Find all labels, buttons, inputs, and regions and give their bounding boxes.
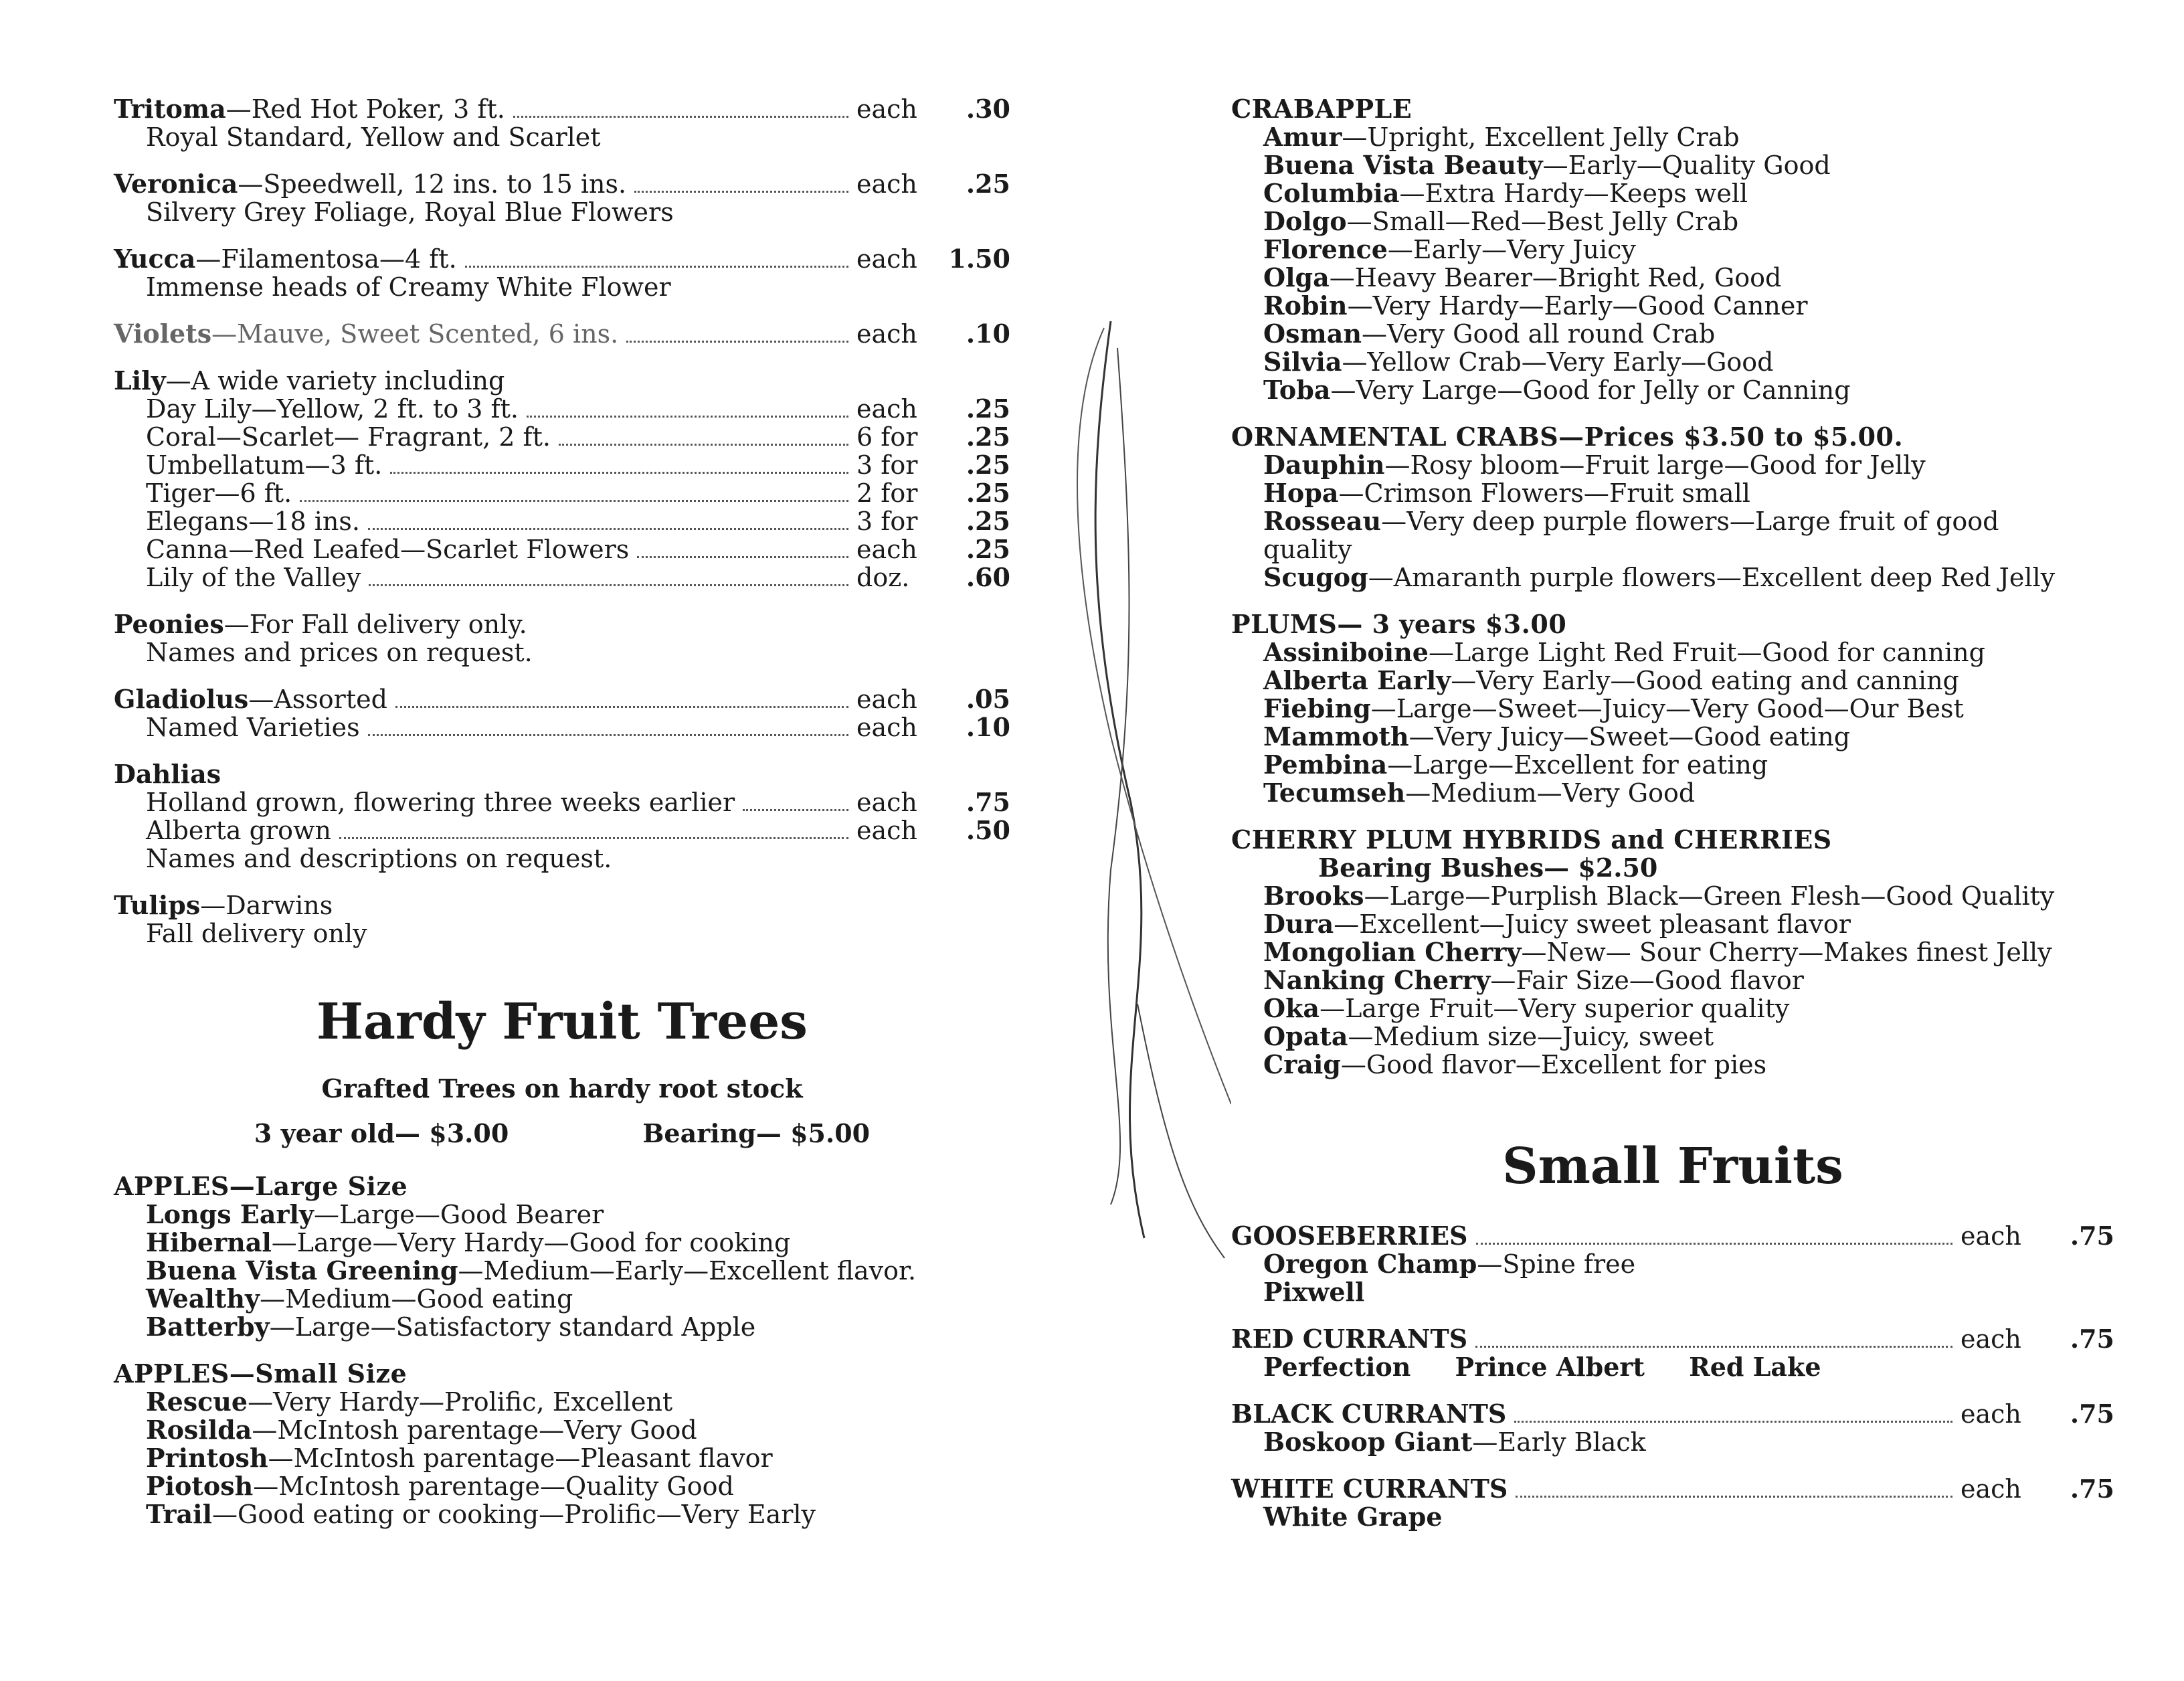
plums-group	[1231, 610, 2114, 807]
item-desc: —Large—Excellent for eating	[1387, 750, 1768, 780]
list-item	[114, 1472, 1010, 1500]
price-three-year: 3 year old— $3.00	[254, 1118, 509, 1148]
item-desc: Coral—Scarlet— Fragrant, 2 ft.	[146, 422, 551, 452]
item-desc: —Darwins	[200, 891, 333, 920]
peonies-group	[114, 610, 1010, 667]
list-item	[114, 479, 1010, 507]
item-note: Names and prices on request.	[146, 638, 533, 667]
item-name: Lily	[114, 365, 166, 395]
item-unit: each	[856, 535, 917, 564]
item-name: Olga	[1263, 262, 1330, 292]
leader-dots	[1514, 1421, 1952, 1423]
item-desc: —A wide variety including	[165, 366, 505, 395]
group-heading: CRABAPPLE	[1231, 94, 1413, 124]
item-price: .25	[966, 478, 1010, 508]
item-unit: each	[1961, 1399, 2021, 1429]
item-price: .25	[966, 393, 1010, 424]
item-desc: —Large—Good Bearer	[314, 1200, 604, 1229]
item-desc: —Large Light Red Fruit—Good for canning	[1428, 638, 1985, 667]
item-name: Gladiolus	[114, 684, 249, 714]
item-name: Opata	[1263, 1021, 1348, 1051]
item-desc: —Red Hot Poker, 3 ft.	[225, 94, 505, 124]
item-price: .25	[966, 422, 1010, 452]
item-unit: each	[856, 788, 917, 817]
item-name: Veronica	[114, 169, 238, 199]
item-desc: —Extra Hardy—Keeps well	[1399, 179, 1748, 208]
item-desc: —Large—Purplish Black—Green Flesh—Good Quality	[1364, 881, 2055, 911]
list-item	[1231, 179, 2114, 207]
item-desc: —Heavy Bearer—Bright Red, Good	[1329, 263, 1782, 292]
item-unit: doz.	[856, 563, 910, 592]
list-item	[114, 1444, 1010, 1472]
item-name: Buena Vista Greening	[146, 1255, 458, 1286]
list-item	[1231, 479, 2114, 507]
leader-dots	[513, 116, 848, 118]
item-desc: —Very Juicy—Sweet—Good eating	[1408, 722, 1851, 751]
leader-dots	[339, 837, 848, 839]
black-currants-group	[1231, 1400, 2114, 1456]
item-unit: each	[856, 394, 917, 424]
group-heading: RED CURRANTS	[1231, 1324, 1468, 1354]
item-unit: each	[1961, 1324, 2021, 1354]
group-subheading: Bearing Bushes— $2.50	[1318, 853, 1658, 883]
list-item	[114, 788, 1010, 816]
variety-line: Perfection Prince Albert Red Lake	[1263, 1352, 1821, 1382]
item-desc: —Large Fruit—Very superior quality	[1320, 994, 1790, 1023]
list-item	[1231, 638, 2114, 667]
item-desc: Lily of the Valley	[146, 563, 361, 592]
item-name: Dahlias	[114, 759, 221, 789]
gooseberries-group	[1231, 1222, 2114, 1306]
item-name: Scugog	[1263, 562, 1368, 592]
item-name: Florence	[1263, 234, 1388, 264]
list-item	[1231, 292, 2114, 320]
item-desc: —McIntosh parentage—Very Good	[252, 1415, 697, 1445]
item-note: Immense heads of Creamy White Flower	[146, 272, 671, 302]
list-item	[114, 1201, 1010, 1229]
item-desc: —Very Hardy—Early—Good Canner	[1347, 291, 1808, 321]
item-name: Boskoop Giant	[1263, 1427, 1473, 1457]
white-currants-group	[1231, 1475, 2114, 1531]
item-unit: each	[856, 244, 917, 274]
list-item	[1231, 695, 2114, 723]
item-desc: —Amaranth purple flowers—Excellent deep Red Jelly	[1368, 563, 2056, 592]
list-item	[1231, 667, 2114, 695]
list-item	[114, 170, 1010, 226]
list-item	[114, 245, 1010, 301]
list-item	[1231, 938, 2114, 966]
item-name: Peonies	[114, 609, 224, 639]
item-desc: —Very Good all round Crab	[1361, 319, 1716, 349]
list-item	[114, 1388, 1010, 1416]
item-desc: Elegans—18 ins.	[146, 507, 360, 536]
item-desc: —Upright, Excellent Jelly Crab	[1342, 122, 1740, 152]
item-desc: —Early—Quality Good	[1542, 151, 1831, 180]
lily-group	[114, 367, 1010, 592]
group-heading: APPLES—Large Size	[114, 1171, 408, 1201]
item-name: Amur	[1263, 122, 1342, 152]
thread-line	[1095, 321, 1144, 1238]
item-name: Columbia	[1263, 178, 1400, 208]
item-name: Nanking Cherry	[1263, 965, 1491, 995]
section-subtitle: Grafted Trees on hardy root stock	[321, 1073, 803, 1103]
list-item	[1231, 207, 2114, 236]
section-title: Small Fruits	[1502, 1138, 1843, 1195]
item-desc: —Rosy bloom—Fruit large—Good for Jelly	[1384, 450, 1926, 480]
item-name: Trail	[146, 1499, 213, 1529]
list-item	[114, 1229, 1010, 1257]
list-item	[1231, 348, 2114, 376]
apples-small-group	[114, 1360, 1010, 1528]
leader-dots	[368, 734, 848, 736]
leader-dots	[559, 444, 848, 446]
item-unit: 2 for	[856, 478, 918, 508]
list-item	[1231, 123, 2114, 151]
item-price: .25	[966, 450, 1010, 480]
item-name: White Grape	[1263, 1502, 1443, 1532]
item-name: Piotosh	[146, 1471, 254, 1501]
item-price: .75	[966, 787, 1010, 817]
item-unit: 6 for	[856, 422, 918, 452]
item-name: Pembina	[1263, 749, 1388, 780]
item-desc: —Very Large—Good for Jelly or Canning	[1330, 375, 1851, 405]
list-item	[1231, 451, 2114, 479]
item-price: .10	[966, 319, 1010, 349]
dahlias-group	[114, 760, 1010, 873]
list-item	[114, 451, 1010, 479]
item-price: .30	[966, 94, 1010, 124]
group-heading: ORNAMENTAL CRABS—Prices $3.50 to $5.00.	[1231, 422, 1904, 452]
leader-dots	[395, 706, 848, 708]
gladiolus-group	[114, 685, 1010, 741]
item-price: .75	[2070, 1221, 2114, 1251]
right-page	[1231, 0, 2114, 1681]
item-price: .25	[966, 534, 1010, 564]
item-desc: —For Fall delivery only.	[223, 610, 527, 639]
item-desc: —New— Sour Cherry—Makes finest Jelly	[1521, 938, 2052, 967]
item-name: Wealthy	[146, 1284, 260, 1314]
item-desc: —Very Early—Good eating and canning	[1451, 666, 1959, 695]
tulips-group	[114, 891, 1010, 948]
item-price: 1.50	[948, 244, 1010, 274]
list-item	[114, 507, 1010, 535]
item-desc: —Early—Very Juicy	[1387, 235, 1636, 264]
thread-line	[1108, 348, 1129, 1205]
price-bearing: Bearing— $5.00	[642, 1118, 871, 1148]
list-item	[1231, 320, 2114, 348]
list-item	[1231, 236, 2114, 264]
item-note: Silvery Grey Foliage, Royal Blue Flowers	[146, 197, 674, 227]
list-item	[114, 1313, 1010, 1341]
leader-dots	[368, 528, 848, 530]
item-price: .75	[2070, 1474, 2114, 1504]
item-desc: —Small—Red—Best Jelly Crab	[1346, 207, 1739, 236]
item-desc: Tiger—6 ft.	[146, 478, 292, 508]
item-name: Tulips	[114, 890, 201, 920]
leader-dots	[634, 191, 848, 193]
item-note: Royal Standard, Yellow and Scarlet	[146, 122, 601, 152]
item-desc: —Large—Satisfactory standard Apple	[269, 1312, 756, 1342]
list-item	[1231, 910, 2114, 938]
list-item	[1231, 751, 2114, 779]
item-name: Mammoth	[1263, 721, 1409, 751]
list-item	[1231, 994, 2114, 1023]
list-item	[114, 535, 1010, 563]
item-price: .75	[2070, 1399, 2114, 1429]
item-name: Robin	[1263, 290, 1348, 321]
leader-dots	[465, 266, 848, 268]
list-item	[114, 1416, 1010, 1444]
item-price: .10	[966, 712, 1010, 742]
item-name: Violets	[114, 319, 212, 349]
leader-dots	[300, 500, 848, 502]
list-item	[114, 1500, 1010, 1528]
leader-dots	[527, 416, 848, 418]
item-name: Yucca	[114, 244, 196, 274]
item-name: Oregon Champ	[1263, 1249, 1477, 1279]
item-name: Printosh	[146, 1443, 268, 1473]
list-item	[114, 320, 1010, 348]
item-name: Hibernal	[146, 1227, 272, 1257]
item-desc: —Excellent—Juicy sweet pleasant flavor	[1334, 909, 1851, 939]
leader-dots	[390, 472, 848, 474]
item-desc: —Large—Very Hardy—Good for cooking	[271, 1228, 791, 1257]
item-name: Buena Vista Beauty	[1263, 150, 1543, 180]
item-note: Fall delivery only	[146, 919, 367, 948]
list-item	[1231, 723, 2114, 751]
item-desc: —Mauve, Sweet Scented, 6 ins.	[211, 319, 619, 349]
item-desc: —Medium—Early—Excellent flavor.	[458, 1256, 917, 1286]
group-heading: PLUMS— 3 years $3.00	[1231, 609, 1567, 639]
item-desc: —Medium—Very Good	[1405, 778, 1696, 808]
list-item	[1231, 151, 2114, 179]
item-desc: —Large—Sweet—Juicy—Very Good—Our Best	[1370, 694, 1964, 723]
list-item	[114, 395, 1010, 423]
item-name: Rosilda	[146, 1415, 252, 1445]
item-desc: —Very Hardy—Prolific, Excellent	[248, 1387, 673, 1417]
list-item	[1231, 264, 2114, 292]
item-name: Dolgo	[1263, 206, 1347, 236]
item-name: Toba	[1263, 375, 1331, 405]
item-desc: —McIntosh parentage—Quality Good	[253, 1472, 734, 1501]
item-desc: —Early Black	[1472, 1427, 1646, 1457]
item-name: Silvia	[1263, 347, 1342, 377]
thread-line	[1138, 1004, 1224, 1258]
group-heading: WHITE CURRANTS	[1231, 1474, 1508, 1504]
leader-dots	[1476, 1243, 1953, 1245]
item-unit: each	[856, 685, 917, 714]
binding-thread	[1030, 0, 1231, 1681]
item-desc: —McIntosh parentage—Pleasant flavor	[268, 1443, 773, 1473]
item-price: .25	[966, 169, 1010, 199]
item-desc: —Spine free	[1477, 1249, 1636, 1279]
leader-dots	[743, 809, 848, 811]
item-name: Hopa	[1263, 478, 1339, 508]
item-name: Dura	[1263, 909, 1334, 939]
list-item	[114, 1285, 1010, 1313]
item-note: Names and descriptions on request.	[146, 844, 612, 873]
item-name: Dauphin	[1263, 450, 1385, 480]
item-unit: each	[856, 319, 917, 349]
leader-dots	[637, 556, 848, 558]
item-name: Rosseau	[1263, 506, 1382, 536]
item-desc: —Crimson Flowers—Fruit small	[1338, 478, 1750, 508]
item-desc: —Filamentosa—4 ft.	[195, 244, 457, 274]
item-desc: —Good flavor—Excellent for pies	[1340, 1050, 1767, 1079]
item-unit: each	[1961, 1221, 2021, 1251]
list-item	[114, 423, 1010, 451]
crabapple-group	[1231, 95, 2114, 404]
leader-dots	[1475, 1346, 1952, 1348]
perennial-list	[114, 95, 1010, 348]
item-name: Rescue	[146, 1387, 248, 1417]
list-item	[114, 816, 1010, 845]
item-unit: each	[856, 94, 917, 124]
item-name: Assiniboine	[1263, 637, 1429, 667]
group-heading: CHERRY PLUM HYBRIDS and CHERRIES	[1231, 824, 1832, 855]
item-name: Longs Early	[146, 1199, 314, 1229]
item-name: Alberta Early	[1263, 665, 1451, 695]
item-desc: —Very deep purple flowers—Large fruit of good quality	[1263, 507, 1999, 564]
item-desc: —Speedwell, 12 ins. to 15 ins.	[238, 169, 627, 199]
item-desc: Holland grown, flowering three weeks earlier	[146, 788, 735, 817]
item-desc: —Medium—Good eating	[260, 1284, 573, 1314]
item-price: .60	[966, 562, 1010, 592]
item-name: Pixwell	[1263, 1277, 1365, 1307]
group-heading: BLACK CURRANTS	[1231, 1399, 1507, 1429]
list-item	[1231, 507, 2080, 563]
item-price: .25	[966, 506, 1010, 536]
item-desc: —Good eating or cooking—Prolific—Very Early	[212, 1500, 816, 1529]
item-desc: Canna—Red Leafed—Scarlet Flowers	[146, 535, 630, 564]
item-desc: Named Varieties	[146, 713, 360, 742]
item-name: Batterby	[146, 1312, 270, 1342]
group-heading: GOOSEBERRIES	[1231, 1221, 1468, 1251]
list-item	[114, 95, 1010, 151]
list-item	[114, 713, 1010, 741]
item-name: Craig	[1263, 1049, 1341, 1079]
list-item	[1231, 1051, 2114, 1079]
apples-large-group	[114, 1172, 1010, 1341]
list-item	[114, 1257, 1010, 1285]
cherry-group	[1231, 826, 2114, 1079]
section-title: Hardy Fruit Trees	[316, 993, 808, 1051]
item-unit: 3 for	[856, 507, 918, 536]
leader-dots	[369, 584, 848, 586]
item-desc: Day Lily—Yellow, 2 ft. to 3 ft.	[146, 394, 519, 424]
item-price: .05	[966, 684, 1010, 714]
item-unit: 3 for	[856, 450, 918, 480]
left-page	[114, 0, 1010, 1681]
list-item	[1231, 563, 2114, 592]
item-name: Fiebing	[1263, 693, 1371, 723]
item-name: Osman	[1263, 319, 1362, 349]
item-desc: Umbellatum—3 ft.	[146, 450, 383, 480]
item-unit: each	[856, 816, 917, 845]
item-desc: —Medium size—Juicy, sweet	[1348, 1022, 1714, 1051]
thread-line	[1077, 328, 1231, 1104]
item-name: Mongolian Cherry	[1263, 937, 1522, 967]
price-row	[114, 1118, 1010, 1148]
item-desc: Alberta grown	[146, 816, 331, 845]
leader-dots	[626, 341, 848, 343]
ornamental-crabs-group	[1231, 423, 2114, 592]
group-heading: APPLES—Small Size	[114, 1358, 407, 1389]
list-item	[1231, 779, 2114, 807]
item-unit: each	[856, 169, 917, 199]
item-name: Oka	[1263, 993, 1320, 1023]
item-unit: each	[856, 713, 917, 742]
item-name: Brooks	[1263, 881, 1364, 911]
item-name: Tritoma	[114, 94, 226, 124]
item-price: .50	[966, 815, 1010, 845]
item-price: .75	[2070, 1324, 2114, 1354]
item-name: Tecumseh	[1263, 778, 1406, 808]
item-desc: —Yellow Crab—Very Early—Good	[1342, 347, 1774, 377]
leader-dots	[1516, 1496, 1952, 1498]
list-item	[1231, 882, 2114, 910]
red-currants-group	[1231, 1325, 2114, 1381]
list-item	[1231, 966, 2114, 994]
item-unit: each	[1961, 1474, 2021, 1504]
item-desc: —Assorted	[248, 685, 387, 714]
list-item	[114, 563, 1010, 592]
list-item	[1231, 376, 2114, 404]
list-item	[1231, 1023, 2114, 1051]
item-desc: —Fair Size—Good flavor	[1490, 966, 1804, 995]
